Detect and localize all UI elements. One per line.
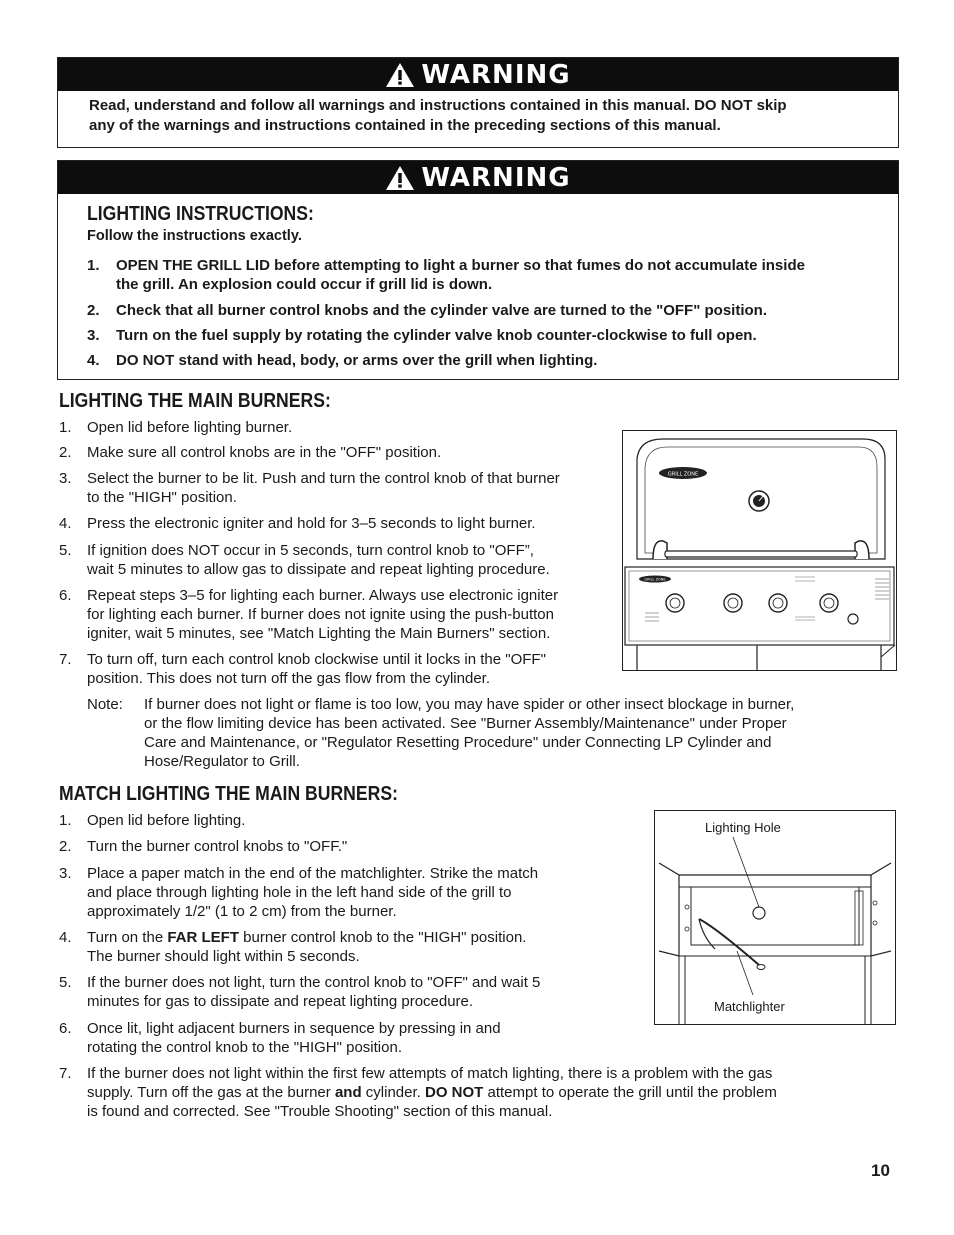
item-number: 1.	[59, 419, 72, 436]
item-number: 2.	[87, 302, 100, 319]
warning-title: WARNING	[421, 162, 571, 193]
item-text: wait 5 minutes to allow gas to dissipate and repeat lighting procedure.	[87, 561, 550, 578]
item-text: Turn on the fuel supply by rotating the cylinder valve knob counter-clockwise to full open.	[116, 327, 757, 344]
warning-triangle-icon	[385, 62, 415, 88]
item-number: 3.	[59, 865, 72, 882]
item-number: 3.	[87, 327, 100, 344]
igniter-button-icon	[848, 614, 858, 624]
warning-header	[58, 161, 898, 194]
item-number: 4.	[59, 515, 72, 532]
lighting-hole-label: Lighting Hole	[705, 820, 781, 835]
item-text: Open lid before lighting burner.	[87, 419, 293, 436]
warning-triangle-icon	[385, 165, 415, 191]
note-line: or the flow limiting device has been activated. See "Burner Assembly/Maintenance" under Proper	[144, 715, 787, 732]
matchlighter-illustration	[654, 810, 896, 1025]
item-text: approximately 1/2" (1 to 2 cm) from the burner.	[87, 903, 397, 920]
text-run: supply. Turn off the gas at the burner	[87, 1084, 335, 1101]
item-text: Open lid before lighting.	[87, 812, 246, 829]
item-number: 2.	[59, 838, 72, 855]
item-text: Place a paper match in the end of the matchlighter. Strike the match	[87, 865, 539, 882]
item-text: Turn the burner control knobs to "OFF."	[87, 838, 348, 855]
item-text: is found and corrected. See "Trouble Shooting" section of this manual.	[87, 1103, 553, 1120]
item-text: Repeat steps 3–5 for lighting each burner. Always use electronic igniter	[87, 587, 559, 604]
item-text: Check that all burner control knobs and the cylinder valve are turned to the "OFF" position.	[116, 302, 767, 319]
main-burners-heading: LIGHTING THE MAIN BURNERS:	[59, 390, 331, 412]
match-lighting-heading: MATCH LIGHTING THE MAIN BURNERS:	[59, 783, 398, 805]
item-number: 1.	[59, 812, 72, 829]
item-text: Once lit, light adjacent burners in sequence by pressing in and	[87, 1020, 501, 1037]
panel-logo-text: GRILL ZONE	[644, 577, 666, 582]
lighting-hole-icon	[753, 907, 765, 919]
matchlighter-icon	[699, 919, 759, 965]
item-text: The burner should light within 5 seconds.	[87, 948, 360, 965]
item-text: to the "HIGH" position.	[87, 489, 237, 506]
text-run-bold: DO NOT	[424, 1084, 484, 1101]
item-text: OPEN THE GRILL LID before attempting to light a burner so that fumes do not accumulate inside	[116, 257, 805, 274]
text-run-bold: and	[334, 1084, 362, 1101]
text-run: burner control knob to the "HIGH" position.	[239, 929, 527, 946]
item-text: If the burner does not light, turn the control knob to "OFF" and wait 5	[87, 974, 541, 991]
item-text: DO NOT stand with head, body, or arms over the grill when lighting.	[116, 352, 598, 369]
control-knob-icon	[724, 594, 742, 612]
text-run: cylinder.	[361, 1084, 425, 1101]
item-text: If the burner does not light within the first few attempts of match lighting, there is a problem with the gas	[87, 1065, 773, 1082]
control-knob-icon	[666, 594, 684, 612]
matchlighter-drawing	[655, 811, 895, 1024]
item-text: Press the electronic igniter and hold for 3–5 seconds to light burner.	[87, 515, 536, 532]
note-line: Care and Maintenance, or "Regulator Resetting Procedure" under Connecting LP Cylinder and	[144, 734, 772, 751]
item-number: 3.	[59, 470, 72, 487]
warning-title: WARNING	[421, 59, 571, 90]
page-number: 10	[871, 1161, 890, 1180]
item-text: the grill. An explosion could occur if grill lid is down.	[116, 276, 493, 293]
note-label: Note:	[87, 696, 123, 713]
item-number: 2.	[59, 444, 72, 461]
warning-text-line: any of the warnings and instructions contained in the preceding sections of this manual.	[89, 117, 721, 134]
item-text	[87, 1083, 777, 1102]
warning-header	[58, 58, 898, 91]
item-number: 7.	[59, 651, 72, 668]
text-run: attempt to operate the grill until the problem	[483, 1084, 777, 1101]
item-text: Select the burner to be lit. Push and turn the control knob of that burner	[87, 470, 560, 487]
lighting-instructions-subheading: Follow the instructions exactly.	[87, 228, 302, 244]
item-text: To turn off, turn each control knob clockwise until it locks in the "OFF"	[87, 651, 546, 668]
item-text: minutes for gas to dissipate and repeat lighting procedure.	[87, 993, 474, 1010]
item-text: for lighting each burner. If burner does not ignite using the push-button	[87, 606, 554, 623]
item-text: igniter, wait 5 minutes, see "Match Lighting the Main Burners" section.	[87, 625, 551, 642]
text-run-bold: FAR LEFT	[167, 929, 239, 946]
item-number: 6.	[59, 1020, 72, 1037]
item-number: 7.	[59, 1065, 72, 1082]
text-run: Turn on the	[87, 929, 168, 946]
item-text	[87, 928, 526, 947]
item-number: 6.	[59, 587, 72, 604]
grill-drawing	[623, 431, 896, 670]
item-number: 5.	[59, 542, 72, 559]
warning-box-general	[57, 57, 899, 148]
lighting-instructions-heading: LIGHTING INSTRUCTIONS:	[87, 203, 314, 225]
note-line: If burner does not light or flame is too low, you may have spider or other insect blockage in burner,	[144, 696, 795, 713]
note-text	[144, 695, 794, 771]
item-number: 1.	[87, 257, 100, 274]
note-line: Hose/Regulator to Grill.	[144, 753, 300, 770]
item-text: and place through lighting hole in the left hand side of the grill to	[87, 884, 512, 901]
control-knob-icon	[820, 594, 838, 612]
warning-text-line: Read, understand and follow all warnings and instructions contained in this manual. DO NOT skip	[89, 97, 787, 114]
grill-illustration	[622, 430, 897, 671]
grill-logo-text: GRILL ZONE	[667, 471, 699, 478]
matchlighter-label: Matchlighter	[714, 999, 785, 1014]
item-number: 5.	[59, 974, 72, 991]
item-text: position. This does not turn off the gas flow from the cylinder.	[87, 670, 491, 687]
item-text: Make sure all control knobs are in the "OFF" position.	[87, 444, 442, 461]
item-number: 4.	[59, 929, 72, 946]
item-number: 4.	[87, 352, 100, 369]
item-text: rotating the control knob to the "HIGH" position.	[87, 1039, 402, 1056]
item-text: If ignition does NOT occur in 5 seconds, turn control knob to "OFF”,	[87, 542, 534, 559]
control-knob-icon	[769, 594, 787, 612]
